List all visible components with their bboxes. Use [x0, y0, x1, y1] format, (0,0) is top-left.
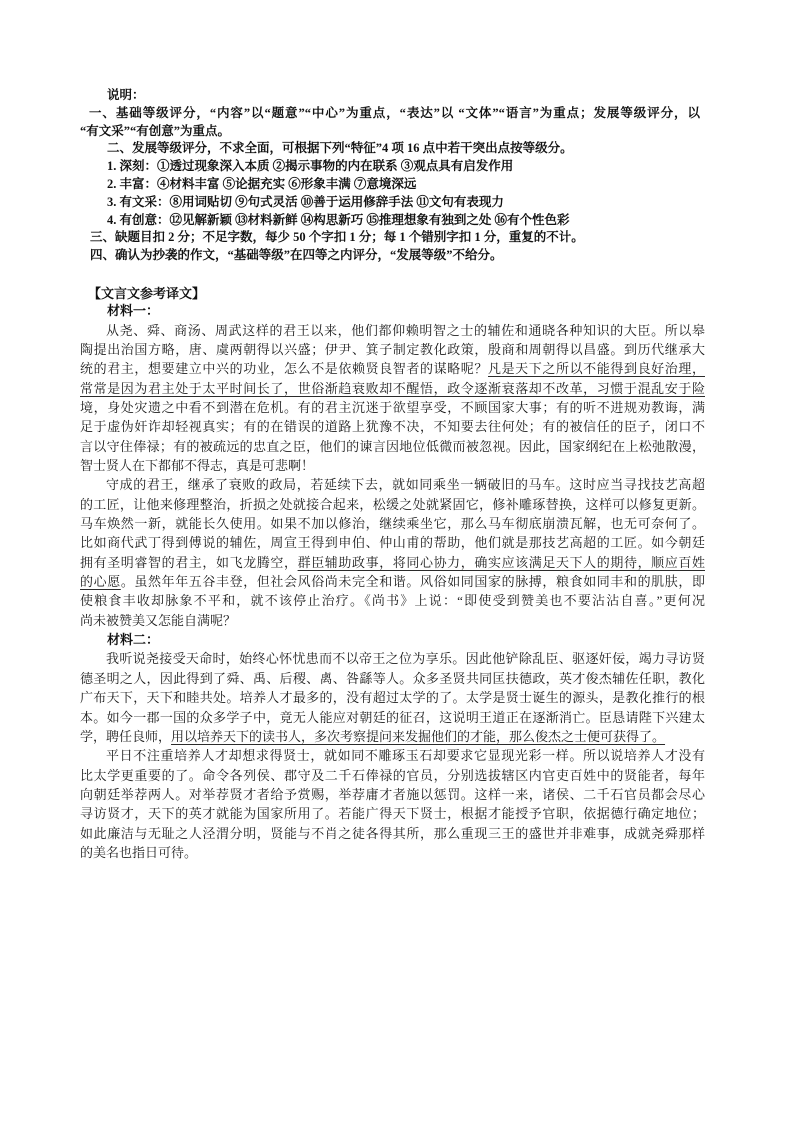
text-line: 如此廉洁与无耻之人泾渭分明，贤能与不肖之徒各得其所，那么重现三王的盛世并非难事，成就尧舜那样 — [80, 825, 705, 841]
text-line: 比太学更重要的了。命令各列侯、郡守及二千石俸禄的官员，分别选拔辖区内官吏百姓中的贤能者，每年 — [80, 767, 705, 783]
underlined-text: 的心愿 — [80, 574, 121, 590]
text-line: 德圣明之人，因此得到了舜、禹、后稷、禼、咎繇等人。众多圣贤共同匡扶德政，英才俊杰辅佐任职，教化 — [80, 670, 705, 686]
text-line: 广布天下，天下和睦共处。培养人才最多的，没有超过太学的了。太学是贤士诞生的源头，是教化推行的根 — [80, 690, 705, 706]
notes-line: 一、基础等级评分，“内容”以“题意”“中心”为重点，“表达”以 “文体”“语言”为重点；发展等级评分，以 — [89, 105, 700, 120]
text-line: 寻访贤才，天下的英才就能为国家所用了。若能广得天下贤士，根据才能授予官职，依据德行确定地位； — [80, 806, 705, 822]
notes-title: 说明： — [107, 88, 145, 102]
text-line: 比如商代武丁得到傅说的辅佐，周宣王得到申伯、仲山甫的帮助，他们就是那技艺高超的工匠。如今朝廷 — [80, 535, 705, 551]
notes-feature-item: 3. 有文采：⑧用词贴切 ⑨句式灵活 ⑩善于运用修辞手法 ⑪文句有表现力 — [107, 194, 504, 209]
text-line — [80, 727, 705, 746]
notes-feature-item: 4. 有创意：⑫见解新颖 ⑬材料新鲜 ⑭构思新巧 ⑮推理想象有独到之处 ⑯有个性色彩 — [107, 212, 570, 227]
text-line — [80, 379, 705, 398]
notes-line: 二、发展等级评分，不求全面，可根据下列“特征”4 项 16 点中若干突出点按等级分。 — [107, 141, 573, 156]
text-line: 境，身处灾遗之中看不到潜在危机。有的君主沉迷于欲望享受，不顾国家大事；有的听不进规劝教诲，满 — [80, 400, 705, 416]
notes-feature-item: 1. 深刻：①透过现象深入本质 ②揭示事物的内在联系 ③观点具有启发作用 — [107, 159, 514, 174]
paragraph-4 — [80, 746, 705, 862]
text-line: 向朝廷举荐两人。对举荐贤才者给予赏赐，举荐庸才者施以惩罚。这样一来，诸侯、二千石官员都会尽心 — [80, 786, 705, 802]
text-line: 足于虚伪奸诈却轻视真实；有的在错误的道路上犹豫不决，不知要去往何处；有的被信任的臣子，闭口不 — [80, 419, 705, 435]
underlined-text: 用以培养天下的读书人，多次考察提问来发掘他们的才能，那么俊杰之士便可获得了。 — [171, 728, 666, 744]
scoring-notes — [80, 87, 700, 265]
notes-line: 四、确认为抄袭的作文，“基础等级”在四等之内评分，“发展等级”不给分。 — [90, 248, 503, 263]
material-1-label: 材料一： — [107, 303, 160, 319]
translation-heading: 【文言文参考译文】 — [88, 286, 206, 301]
text-segment: 。虽然年年五谷丰登，但社会风俗尚未完全和谐。风俗如同国家的脉搏，粮食如同丰和的肌肤，即 — [120, 574, 705, 590]
text-line: 言以守住俸禄；有的被疏远的忠直之臣，他们的谏言因地位低微而被忽视。因此，国家纲纪在上松弛散漫， — [80, 438, 705, 454]
text-line: 尚未被赞美又怎能自满呢？ — [80, 612, 237, 628]
text-line: 马车焕然一新，就能长久使用。如果不加以修治，继续乘坐它，那么马车彻底崩溃瓦解，也无可奈何了。 — [80, 516, 705, 532]
text-line: 的美名也指日可待。 — [80, 844, 198, 860]
text-line: 平日不注重培养人才却想求得贤士，就如同不雕琢玉石却要求它显现光彩一样。所以说培养人才没有 — [106, 748, 705, 764]
text-line: 从尧、舜、商汤、周武这样的君王以来，他们都仰赖明智之士的辅佐和通晓各种知识的大臣。所以皋 — [106, 322, 705, 338]
text-line: 陶提出治国方略，唐、虞两朝得以兴盛；伊尹、箕子制定教化政策，殷商和周朝得以昌盛。到历代继承大 — [80, 341, 705, 357]
paragraph-3 — [80, 649, 705, 746]
text-line: 的工匠，让他来修理整治，折损之处就接合起来，松缓之处就紧固它，修补雕琢替换，这样可以修复更新。 — [80, 496, 705, 512]
text-segment: 拥有圣明睿智的君主，如飞龙腾空， — [80, 554, 298, 570]
material-2-label: 材料二： — [107, 632, 160, 648]
text-line — [80, 553, 705, 572]
text-line: 智士贤人在下都郁不得志，真是可悲啊！ — [80, 458, 315, 474]
notes-feature-item: 2. 丰富：④材料丰富 ⑤论据充实 ⑥形象丰满 ⑦意境深远 — [107, 176, 417, 191]
paragraph-1 — [80, 321, 705, 476]
text-segment: 统的君主，想要建立中兴的功业，怎么不是依赖贤良智者的谋略呢？ — [80, 361, 488, 377]
text-line: 使粮食丰收却脉象不平和，就不该停止治疗。《尚书》上说：“即使受到赞美也不要沾沾自喜。”更何况 — [80, 593, 705, 609]
text-line: 本。如今一郡一国的众多学子中，竟无人能应对朝廷的征召，这说明王道正在逐渐消亡。臣恳请陛下兴建太 — [80, 709, 705, 725]
text-line — [80, 572, 705, 591]
text-line — [80, 359, 705, 378]
paragraph-2 — [80, 475, 705, 630]
text-segment: 学，聘任良师， — [80, 728, 172, 744]
underlined-text: 凡是天下之所以不能得到良好治理， — [487, 361, 705, 377]
underlined-text: 常常是因为君主处于太平时间长了，世俗渐趋衰败却不醒悟，政令逐渐衰落却不改革，习惯于混乱安于险 — [80, 380, 705, 396]
translation-body — [80, 301, 705, 862]
text-line: 我听说尧接受天命时，始终心怀忧患而不以帝王之位为享乐。因此他铲除乱臣、驱逐奸佞，竭力寻访贤 — [106, 651, 705, 667]
notes-line: “有文采”“有创意”为重点。 — [80, 123, 231, 138]
underlined-text: 群臣辅助政事，将同心协力，确实应该满足天下人的期待，顺应百姓 — [297, 554, 705, 570]
text-line: 守成的君王，继承了衰败的政局，若延续下去，就如同乘坐一辆破旧的马车。这时应当寻找技艺高超 — [106, 477, 705, 493]
notes-line: 三、缺题目扣 2 分；不足字数，每少 50 个字扣 1 分；每 1 个错别字扣 1 分，重复的不计。 — [90, 230, 584, 245]
